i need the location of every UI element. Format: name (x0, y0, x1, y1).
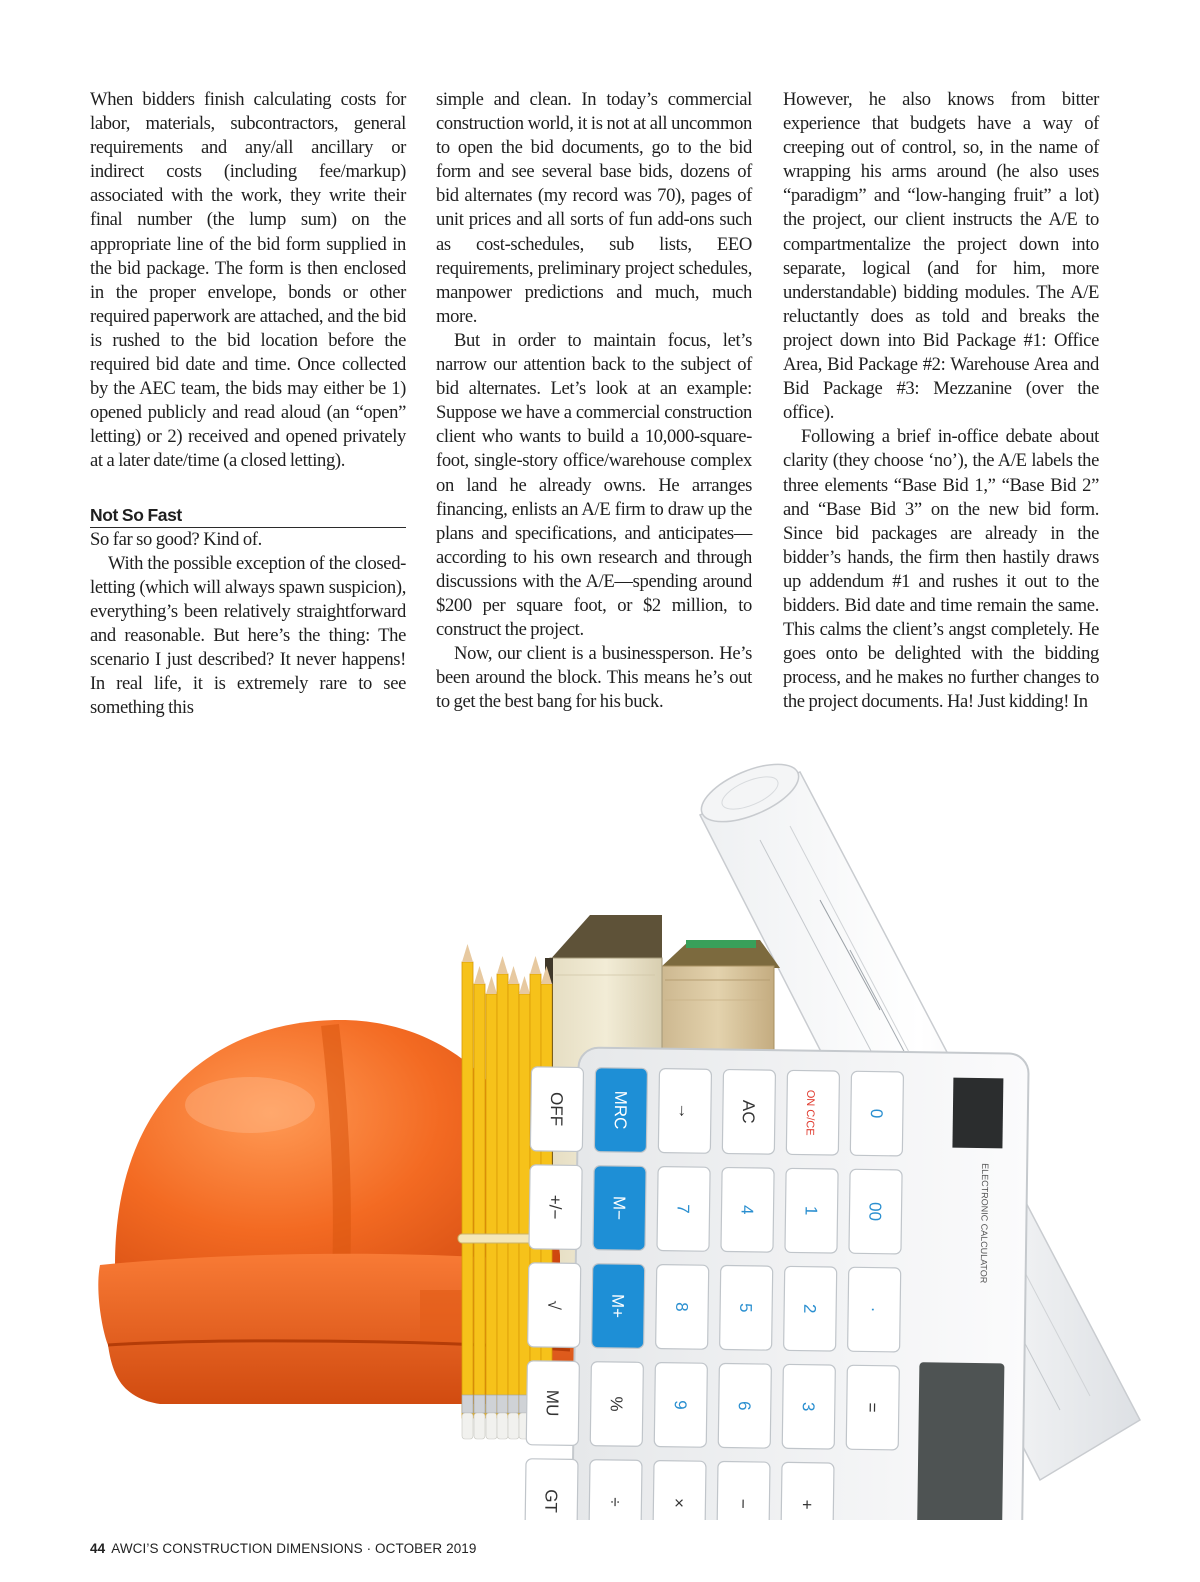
calculator-key-label: 3 (798, 1401, 818, 1412)
pencil-ferrule (474, 1395, 485, 1413)
pencil-eraser (508, 1413, 519, 1439)
pencil-tip (474, 966, 485, 984)
calculator-key-label: + (797, 1499, 817, 1510)
pencil-tip (486, 976, 497, 994)
pencil-eraser (462, 1413, 473, 1439)
paragraph: When bidders finish calculating costs for labor, materials, subcontractors, general requirements and any/all ancillary or indirect costs (including fee/markup) associated with the work, they write their final number (the lump sum) on the appropriate line of the bid form supplied in the bid package. The form is then enclosed in the proper envelope, bonds or other required paperwork are attached, and the bid is rushed to the bid location before the required bid date and time. Once collected by the AEC team, the bids may either be 1) opened publicly and read aloud (an “open” letting) or 2) received and opened privately at a later date/time (a closed letting). (90, 89, 406, 472)
publication-info: AWCI’S CONSTRUCTION DIMENSIONS · OCTOBER 2019 (111, 1541, 477, 1556)
calculator-key (589, 1460, 642, 1520)
paragraph: But in order to maintain focus, let’s narrow our attention back to the subject of bid alternates. Let’s look at an example: Suppose we have a commercial construction client who wants to build a 10,000-square-foot, single-story office/warehouse complex on land he already owns. He arranges financing, enlists an A/E firm to draw up the plans and specifications, and anticipates—according to his own research and through discussions with the A/E—spending around $200 per square foot, or $2 million, to construct the project. (436, 329, 752, 641)
calculator (524, 1047, 1028, 1520)
pencil (508, 984, 519, 1418)
pencil-ferrule (486, 1395, 497, 1413)
page-footer (90, 1541, 477, 1556)
article-column-3 (783, 88, 1099, 714)
article-column-2 (436, 88, 752, 714)
pencil-tip (519, 976, 530, 994)
calculator-key-label: +/− (545, 1194, 565, 1220)
calculator-key-label: M− (609, 1195, 629, 1221)
pencil (497, 974, 508, 1418)
calculator-key-label: = (862, 1402, 882, 1413)
pencil-eraser (497, 1413, 508, 1439)
paragraph: Following a brief in-office debate about clarity (they choose ‘no’), the A/E labels the three elements “Base Bid 1,” “Base Bid 2” and “Base Bid 3” on the new bid form. Since bid packages are already in the bidder’s hands, the firm then hastily draws up addendum #1 and rushes it out to the bidders. Bid date and time remain the same. This calms the client’s angst completely. He goes onto be delighted with the bidding process, and he makes no further changes to the project documents. Ha! Just kidding! In (783, 426, 1099, 713)
pencil (474, 984, 485, 1418)
calculator-key-label: OFF (546, 1092, 567, 1127)
pencil-ferrule (462, 1395, 473, 1413)
pencil-tip (508, 966, 519, 984)
calculator-key-label: − (733, 1498, 753, 1509)
calculator-key-label: 5 (736, 1302, 756, 1313)
calculator-key-label: M+ (608, 1293, 628, 1319)
calculator-key (717, 1461, 770, 1520)
page-number: 44 (90, 1541, 106, 1556)
pencil-ferrule (508, 1395, 519, 1413)
calculator-key-label: 1 (801, 1205, 821, 1216)
calculator-key (781, 1462, 834, 1520)
pencil-ferrule (497, 1395, 508, 1413)
calculator-key-label: · (864, 1306, 884, 1313)
calculator-key-label: ÷ (605, 1497, 625, 1507)
calculator-key-label: → (674, 1102, 695, 1120)
paragraph: With the possible exception of the closed-letting (which will always spawn suspicion), everything’s been relatively straightforward and reasonable. But here’s the thing: The scenario I just described? It never happens! In real life, it is extremely rare to see something this (90, 552, 406, 719)
calculator-key-label: GT (541, 1489, 561, 1514)
calculator-key-label: √ (544, 1300, 564, 1310)
paragraph: So far so good? Kind of. (90, 528, 262, 550)
calculator-key-label: 2 (800, 1303, 820, 1314)
calculator-key-label: 4 (737, 1204, 757, 1215)
article-column-1 (90, 88, 406, 720)
calculator-brand: ELECTRONIC CALCULATOR (978, 1163, 991, 1284)
calculator-key-label: 0 (866, 1108, 886, 1119)
pencil-eraser (486, 1413, 497, 1439)
calculator-key-label: 9 (670, 1400, 690, 1410)
calculator-key-label: % (606, 1396, 626, 1412)
pencil-tip (462, 944, 473, 962)
pencil-tip (497, 956, 508, 974)
calculator-display (917, 1362, 1005, 1520)
paragraph: However, he also knows from bitter experience that budgets have a way of creeping out of control, so, in the name of wrapping his arms around (he also uses “paradigm” and “low-hanging fruit” a lot) the project, our client instructs the A/E to compartmentalize the project down into separate, logical (and for him, more understandable) bidding modules. The A/E reluctantly does as told and breaks the project down into Bid Package #1: Office Area, Bid Package #2: Warehouse Area and Bid Package #3: Mezzanine (over the office). (783, 89, 1099, 424)
calculator-key-label: 8 (672, 1302, 692, 1312)
pencil (462, 962, 473, 1418)
calculator-key-label: 00 (865, 1202, 885, 1222)
paragraph: Now, our client is a businessperson. He’s been around the block. This means he’s out to get the best bang for his buck. (436, 643, 752, 713)
calculator-key-label: AC (738, 1099, 759, 1124)
construction-photo (0, 760, 1200, 1520)
pencil-eraser (474, 1413, 485, 1439)
paragraph: simple and clean. In today’s commercial construction world, it is not at all uncommon to open the bid documents, go to the bid form and see several base bids, dozens of bid alternates (my record was 70), pages of unit prices and all sorts of fun add-ons such as cost-schedules, sub lists, EEO requirements, preliminary project schedules, manpower predictions and much, much more. (436, 89, 752, 327)
calculator-key-label: × (669, 1497, 689, 1508)
calculator-key-label: ON C/CE (803, 1089, 817, 1136)
solar-panel (952, 1078, 1003, 1149)
pencil (486, 994, 497, 1418)
pencil-tip (530, 956, 541, 974)
calculator-key-label: MU (542, 1389, 563, 1417)
calculator-key-label: MRC (610, 1090, 631, 1130)
calculator-key-label: 6 (734, 1400, 754, 1411)
calculator-key (653, 1461, 706, 1520)
pencil (519, 994, 530, 1418)
calculator-key-label: 7 (673, 1204, 693, 1214)
section-subhead: Not So Fast (90, 505, 406, 528)
